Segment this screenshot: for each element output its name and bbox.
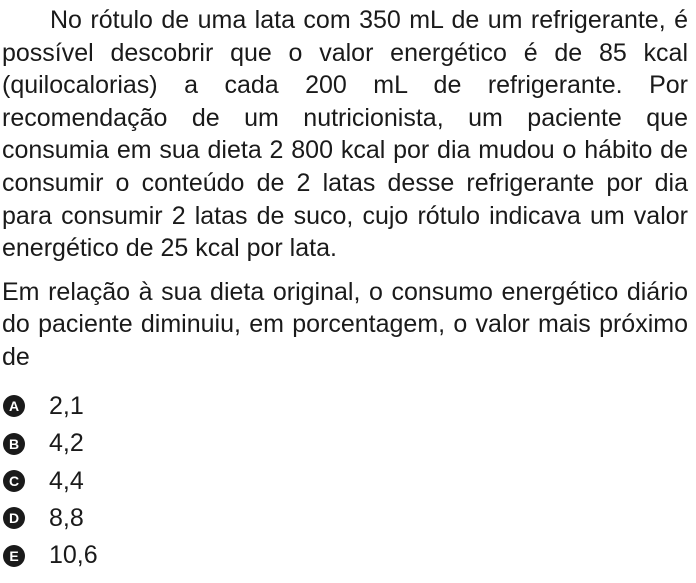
option-b-text: 4,2 [49, 429, 84, 458]
option-letter-a-icon: A [3, 395, 25, 417]
answer-options [2, 388, 688, 575]
option-e-text: 10,6 [49, 541, 98, 570]
option-a[interactable] [2, 388, 688, 425]
option-letter-b-icon: B [3, 433, 25, 455]
option-letter-e-icon: E [3, 545, 25, 567]
option-d-text: 8,8 [49, 503, 84, 532]
option-c[interactable] [2, 462, 688, 499]
option-c-text: 4,4 [49, 466, 84, 495]
option-letter-d-icon: D [3, 507, 25, 529]
option-a-text: 2,1 [49, 391, 84, 420]
question-prompt: Em relação à sua dieta original, o consumo energético diário do paciente diminuiu, em porcentagem, o valor mais próximo de [2, 277, 688, 371]
option-letter-c-icon: C [3, 470, 25, 492]
question-statement: No rótulo de uma lata com 350 mL de um refrigerante, é possível descobrir que o valor energético é de 85 kcal (quilocalorias) a cada 200 mL de refrigerante. Por recomendação de um nutricionista, um paciente que consumia em sua dieta 2 800 kcal por dia mudou o hábito de consumir o conteúdo de 2 latas desse refrigerante por dia para consumir 2 latas de suco, cujo rótulo indicava um valor energético de 25 kcal por lata. [2, 6, 688, 263]
option-d[interactable] [2, 500, 688, 537]
option-b[interactable] [2, 425, 688, 462]
option-e[interactable] [2, 537, 688, 574]
